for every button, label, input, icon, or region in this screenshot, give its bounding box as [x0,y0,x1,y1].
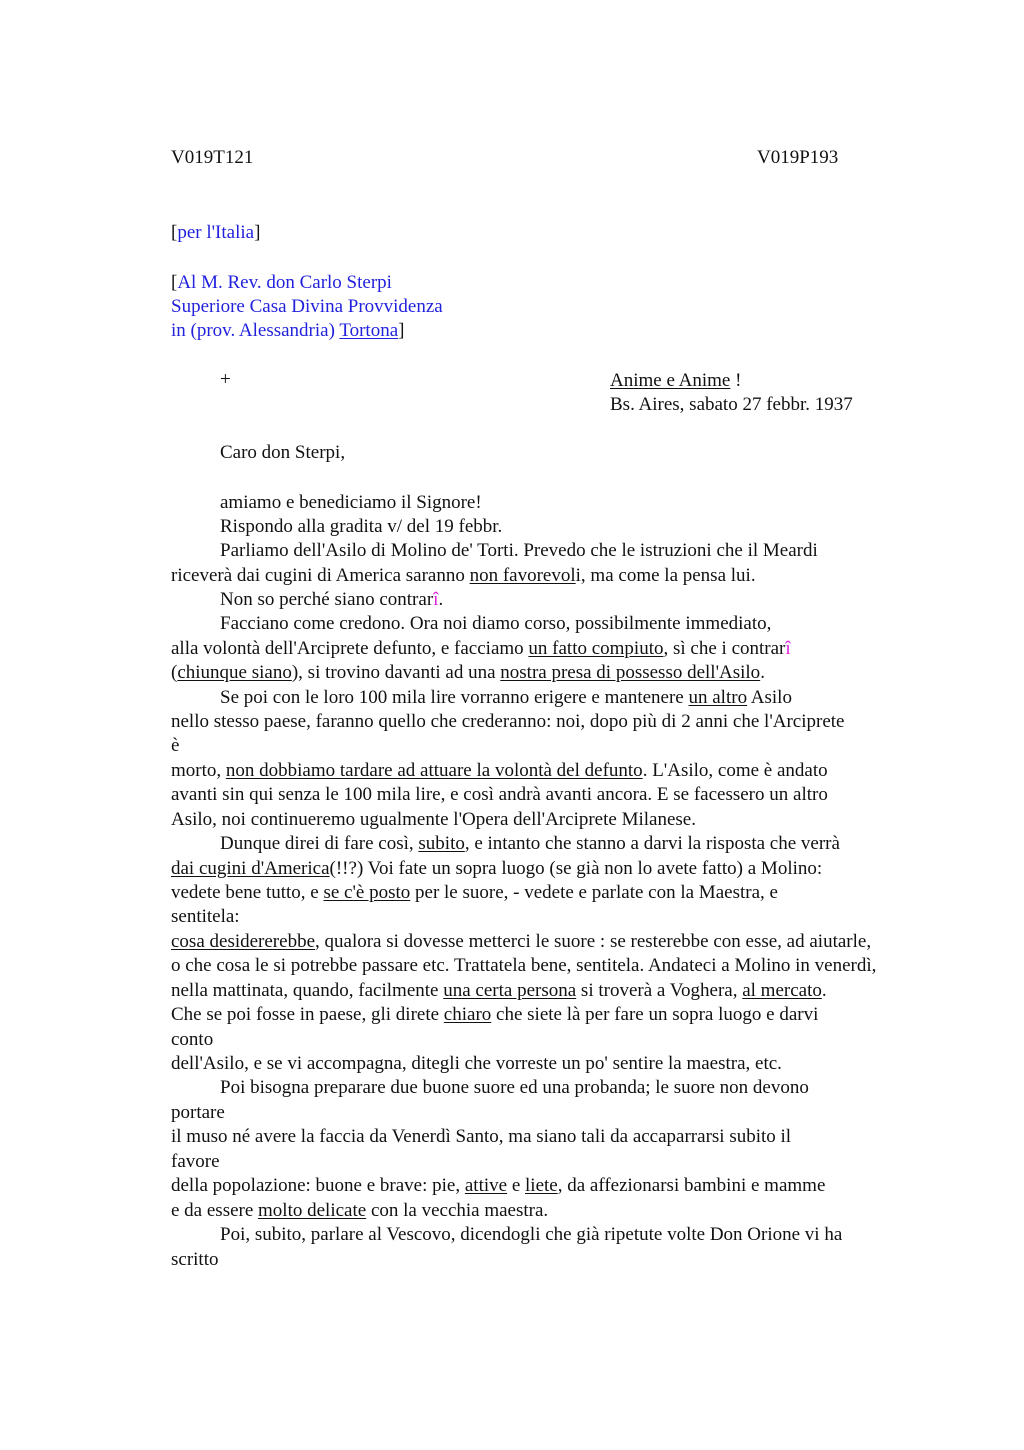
bracket-open: [ [171,272,178,293]
body-line: conto [171,1029,214,1050]
bracket-open: [ [171,222,178,243]
body-line: dell'Asilo, e se vi accompagna, ditegli che vorreste un po' sentire la maestra, etc. [171,1053,782,1074]
body-line [171,759,828,783]
body-line [171,881,778,905]
text-span: , e intanto che stanno a darvi la risposta che verrà [464,833,840,854]
underlined-text: attive [464,1175,508,1196]
underlined-text: dai cugini d'America [171,858,330,879]
text-span: , sì che i contrar [663,638,786,659]
text-span: e [507,1175,526,1196]
underlined-text: non favorevol [469,565,576,586]
body-line [171,1199,548,1223]
text-span: , qualora si dovesse metterci le suore : se resterebbe con esse, ad aiutarle, [315,931,872,952]
text-span: ( [171,662,178,683]
underlined-text: una certa persona [443,980,577,1001]
underlined-text: cosa desidererebbe [171,931,316,952]
text-span: nella mattinata, quando, facilmente [171,980,444,1001]
text-span: i, ma come la pensa lui. [575,565,756,586]
body-line [220,588,443,612]
text-span: per le suore, - vedete e parlate con la Maestra, e [410,882,778,903]
body-line: avanti sin qui senza le 100 mila lire, e così andrà avanti ancora. E se facessero un altro [171,784,828,805]
text-span: Dunque direi di fare così, [220,833,419,854]
body-line: Asilo, noi continueremo ugualmente l'Opera dell'Arciprete Milanese. [171,809,696,830]
motto-suffix: ! [730,370,742,391]
text-span: . L'Asilo, come è andato [642,760,828,781]
body-line: favore [171,1151,220,1172]
address-block [171,271,443,343]
heading-right [610,369,853,417]
body-line: o che cosa le si potrebbe passare etc. Trattatela bene, sentitela. Andateci a Molino in venerdì, [171,955,877,976]
underlined-text: al mercato [742,980,822,1001]
place-date: Bs. Aires, sabato 27 febbr. 1937 [610,394,853,415]
text-span: che siete là per fare un sopra luogo e darvi [491,1004,819,1025]
body-line [171,979,827,1003]
bracket-close: ] [398,320,405,341]
motto-underlined: Anime e Anime [610,370,731,391]
text-span: riceverà dai cugini di America saranno [171,565,470,586]
text-span: Se poi con le loro 100 mila lire vorranno erigere e mantenere [220,687,689,708]
underlined-text: liete [525,1175,558,1196]
body-line [171,661,765,685]
text-span: . [760,662,765,683]
text-span: Asilo [747,687,792,708]
text-span: Che se poi fosse in paese, gli direte [171,1004,444,1025]
text-span: ), si trovino davanti ad una [291,662,501,683]
motto [610,369,853,393]
underlined-text: chiunque siano [177,662,292,683]
tortona-link[interactable]: Tortona [339,320,399,341]
body-line [171,930,871,954]
body-line: Parliamo dell'Asilo di Molino de' Torti. Prevedo che le istruzioni che il Meardi [220,540,818,561]
body-line: Rispondo alla gradita v/ del 19 febbr. [220,516,503,537]
text-span: si troverà a Voghera, [576,980,743,1001]
body-line [220,832,840,856]
body-line: nello stesso paese, faranno quello che crederanno: noi, dopo più di 2 anni che l'Arciprete [171,711,845,732]
body-line: sentitela: [171,906,240,927]
body-line: portare [171,1102,225,1123]
text-span: . [438,589,444,610]
body-line: scritto [171,1249,219,1270]
body-line [171,564,756,588]
underlined-text: nostra presa di possesso dell'Asilo [500,662,761,683]
address-line-1 [171,271,443,295]
underlined-text: subito [418,833,465,854]
underlined-text: chiaro [443,1004,492,1025]
body-line [171,637,791,661]
underlined-text: un fatto compiuto [528,638,664,659]
text-span: della popolazione: buone e brave: pie, [171,1175,465,1196]
recipient-name: Al M. Rev. don Carlo Sterpi [177,272,392,293]
text-span: con la vecchia maestra. [366,1200,549,1221]
destination-text: per l'Italia [177,222,255,243]
text-span: (!!?) Voi fate un sopra luogo (se già non lo avete fatto) a Molino: [329,858,823,879]
text-span: vedete bene tutto, e [171,882,324,903]
body-line: è [171,735,180,756]
document-code-right: V019P193 [757,147,839,168]
text-span: , da affezionarsi bambini e mamme [557,1175,826,1196]
text-span: e da essere [171,1200,259,1221]
underlined-text: se c'è posto [323,882,411,903]
address-province: in (prov. Alessandria) [171,320,340,341]
address-line-3 [171,319,443,343]
body-line: Facciano come credono. Ora noi diamo corso, possibilmente immediato, [220,613,772,634]
body-line [220,686,792,710]
text-span: morto, [171,760,226,781]
text-span: Non so perché siano contrar [220,589,434,610]
bracket-close: ] [254,222,261,243]
body-line [171,1174,825,1198]
underlined-text: molto delicate [258,1200,367,1221]
body-line: Poi bisogna preparare due buone suore ed una probanda; le suore non devono [220,1077,809,1098]
body-line [171,857,822,881]
underlined-text: un altro [688,687,748,708]
salutation: Caro don Sterpi, [220,442,346,463]
body-line [171,1003,818,1027]
body-line: Poi, subito, parlare al Vescovo, dicendogli che già ripetute volte Don Orione vi ha [220,1224,843,1245]
body-line: il muso né avere la faccia da Venerdì Santo, ma siano tali da accaparrarsi subito il [171,1126,792,1147]
text-span: alla volontà dell'Arciprete defunto, e facciamo [171,638,529,659]
document-code-left: V019T121 [171,147,254,168]
address-line-2: Superiore Casa Divina Provvidenza [171,296,443,317]
destination-note [171,222,260,244]
accent-mark: î [433,589,439,610]
cross-symbol: + [220,369,231,390]
underlined-text: non dobbiamo tardare ad attuare la volontà del defunto [225,760,643,781]
accent-mark: î [785,638,791,659]
text-span: . [821,980,827,1001]
body-line: amiamo e benediciamo il Signore! [220,492,482,513]
